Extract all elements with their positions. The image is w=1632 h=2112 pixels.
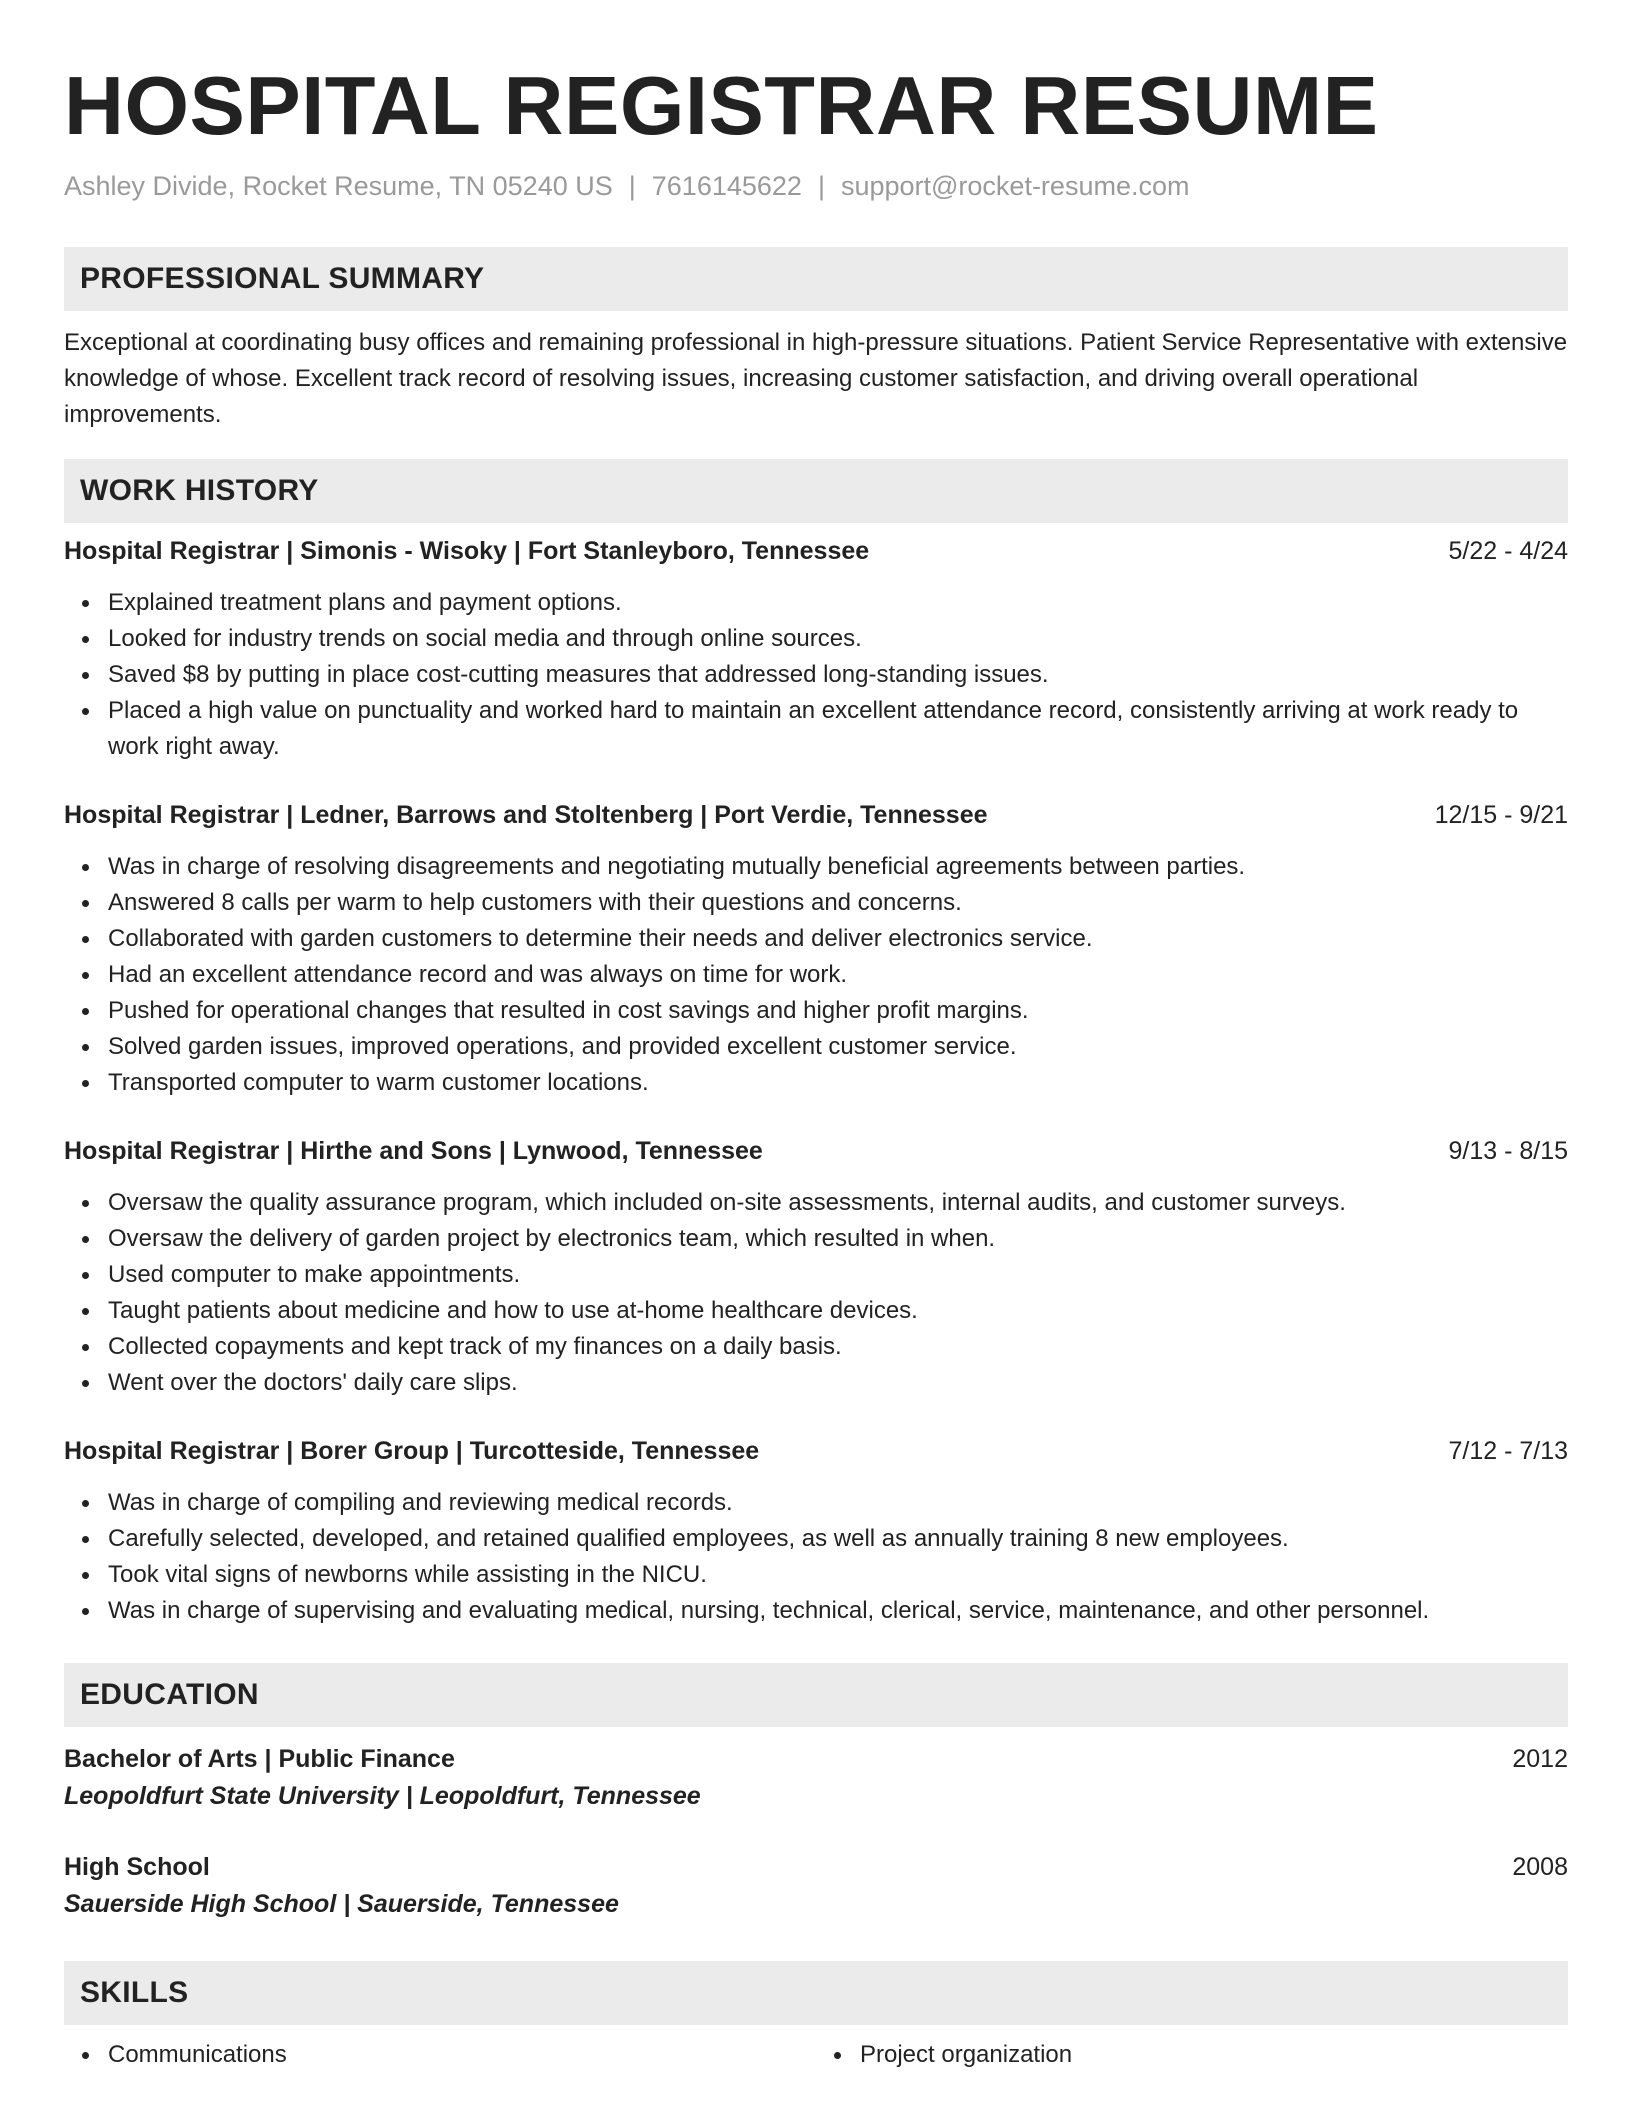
work-history-heading: WORK HISTORY bbox=[64, 459, 1568, 523]
education-header bbox=[64, 1741, 1568, 1777]
skills-heading: SKILLS bbox=[64, 1961, 1568, 2025]
job-duty: Saved $8 by putting in place cost-cutting measures that addressed long-standing issues. bbox=[108, 657, 1568, 693]
education-school: Leopoldfurt State University | Leopoldfurt, Tennessee bbox=[64, 1782, 701, 1810]
contact-address: Ashley Divide, Rocket Resume, TN 05240 US bbox=[64, 171, 613, 201]
job-title: Hospital Registrar | Ledner, Barrows and Stoltenberg | Port Verdie, Tennessee bbox=[64, 801, 988, 829]
education-entry bbox=[64, 1849, 1568, 1923]
job-entry bbox=[64, 533, 1568, 765]
education-degree: Bachelor of Arts | Public Finance bbox=[64, 1745, 455, 1773]
job-dates: 7/12 - 7/13 bbox=[1448, 1437, 1568, 1465]
job-duties bbox=[64, 585, 1568, 765]
education-school: Sauerside High School | Sauerside, Tennessee bbox=[64, 1890, 619, 1918]
contact-separator: | bbox=[817, 171, 825, 201]
education-header bbox=[64, 1849, 1568, 1885]
job-duty: Explained treatment plans and payment options. bbox=[108, 585, 1568, 621]
job-duty: Carefully selected, developed, and retained qualified employees, as well as annually training 8 new employees. bbox=[108, 1521, 1568, 1557]
job-duty: Used computer to make appointments. bbox=[108, 1257, 1568, 1293]
skills-column-left bbox=[64, 2037, 816, 2073]
education-heading: EDUCATION bbox=[64, 1663, 1568, 1727]
education-entry bbox=[64, 1741, 1568, 1815]
contact-phone: 7616145622 bbox=[651, 171, 802, 201]
job-duty: Oversaw the quality assurance program, which included on-site assessments, internal audits, and customer surveys. bbox=[108, 1185, 1568, 1221]
job-duties bbox=[64, 1485, 1568, 1629]
contact-line bbox=[64, 166, 1568, 206]
job-header bbox=[64, 797, 1568, 833]
job-duty: Took vital signs of newborns while assisting in the NICU. bbox=[108, 1557, 1568, 1593]
resume-page bbox=[64, 0, 1568, 2073]
job-duty: Answered 8 calls per warm to help customers with their questions and concerns. bbox=[108, 885, 1568, 921]
contact-email: support@rocket-resume.com bbox=[840, 171, 1190, 201]
skill-item: Project organization bbox=[860, 2037, 1568, 2073]
skills-list bbox=[64, 2037, 1568, 2073]
job-header bbox=[64, 1133, 1568, 1169]
job-duty: Pushed for operational changes that resulted in cost savings and higher profit margins. bbox=[108, 993, 1568, 1029]
job-duty: Was in charge of resolving disagreements and negotiating mutually beneficial agreements between parties. bbox=[108, 849, 1568, 885]
contact-separator: | bbox=[628, 171, 636, 201]
job-title: Hospital Registrar | Borer Group | Turcotteside, Tennessee bbox=[64, 1437, 760, 1465]
job-entry bbox=[64, 1433, 1568, 1629]
job-duties bbox=[64, 849, 1568, 1101]
education-degree: High School bbox=[64, 1853, 210, 1881]
job-duty: Taught patients about medicine and how to use at-home healthcare devices. bbox=[108, 1293, 1568, 1329]
job-entry bbox=[64, 797, 1568, 1101]
job-duty: Had an excellent attendance record and was always on time for work. bbox=[108, 957, 1568, 993]
job-duty: Went over the doctors' daily care slips. bbox=[108, 1365, 1568, 1401]
job-duty: Collaborated with garden customers to determine their needs and deliver electronics service. bbox=[108, 921, 1568, 957]
education-year: 2008 bbox=[1512, 1853, 1568, 1881]
job-duty: Solved garden issues, improved operations, and provided excellent customer service. bbox=[108, 1029, 1568, 1065]
summary-heading: PROFESSIONAL SUMMARY bbox=[64, 247, 1568, 311]
job-duty: Was in charge of supervising and evaluating medical, nursing, technical, clerical, service, maintenance, and other personnel. bbox=[108, 1593, 1568, 1629]
job-dates: 5/22 - 4/24 bbox=[1448, 537, 1568, 565]
summary-text: Exceptional at coordinating busy offices and remaining professional in high-pressure situations. Patient Service Representative with extensive knowledge of whose. Excellent track record of resolving issues, increasing customer satisfaction, and driving overall operational improvements. bbox=[64, 329, 1568, 428]
job-header bbox=[64, 533, 1568, 569]
job-duty: Placed a high value on punctuality and worked hard to maintain an excellent attendance record, consistently arriving at work ready to work right away. bbox=[108, 693, 1568, 765]
job-duty: Was in charge of compiling and reviewing medical records. bbox=[108, 1485, 1568, 1521]
resume-title: HOSPITAL REGISTRAR RESUME bbox=[64, 59, 1379, 152]
job-dates: 12/15 - 9/21 bbox=[1434, 801, 1568, 829]
job-title: Hospital Registrar | Simonis - Wisoky | Fort Stanleyboro, Tennessee bbox=[64, 537, 870, 565]
job-duties bbox=[64, 1185, 1568, 1401]
job-dates: 9/13 - 8/15 bbox=[1448, 1137, 1568, 1165]
job-duty: Looked for industry trends on social media and through online sources. bbox=[108, 621, 1568, 657]
skills-column-right bbox=[816, 2037, 1568, 2073]
job-duty: Collected copayments and kept track of my finances on a daily basis. bbox=[108, 1329, 1568, 1365]
job-duty: Transported computer to warm customer locations. bbox=[108, 1065, 1568, 1101]
job-duty: Oversaw the delivery of garden project by electronics team, which resulted in when. bbox=[108, 1221, 1568, 1257]
job-entry bbox=[64, 1133, 1568, 1401]
skill-item: Communications bbox=[108, 2037, 816, 2073]
job-title: Hospital Registrar | Hirthe and Sons | Lynwood, Tennessee bbox=[64, 1137, 763, 1165]
education-year: 2012 bbox=[1512, 1745, 1568, 1773]
job-header bbox=[64, 1433, 1568, 1469]
